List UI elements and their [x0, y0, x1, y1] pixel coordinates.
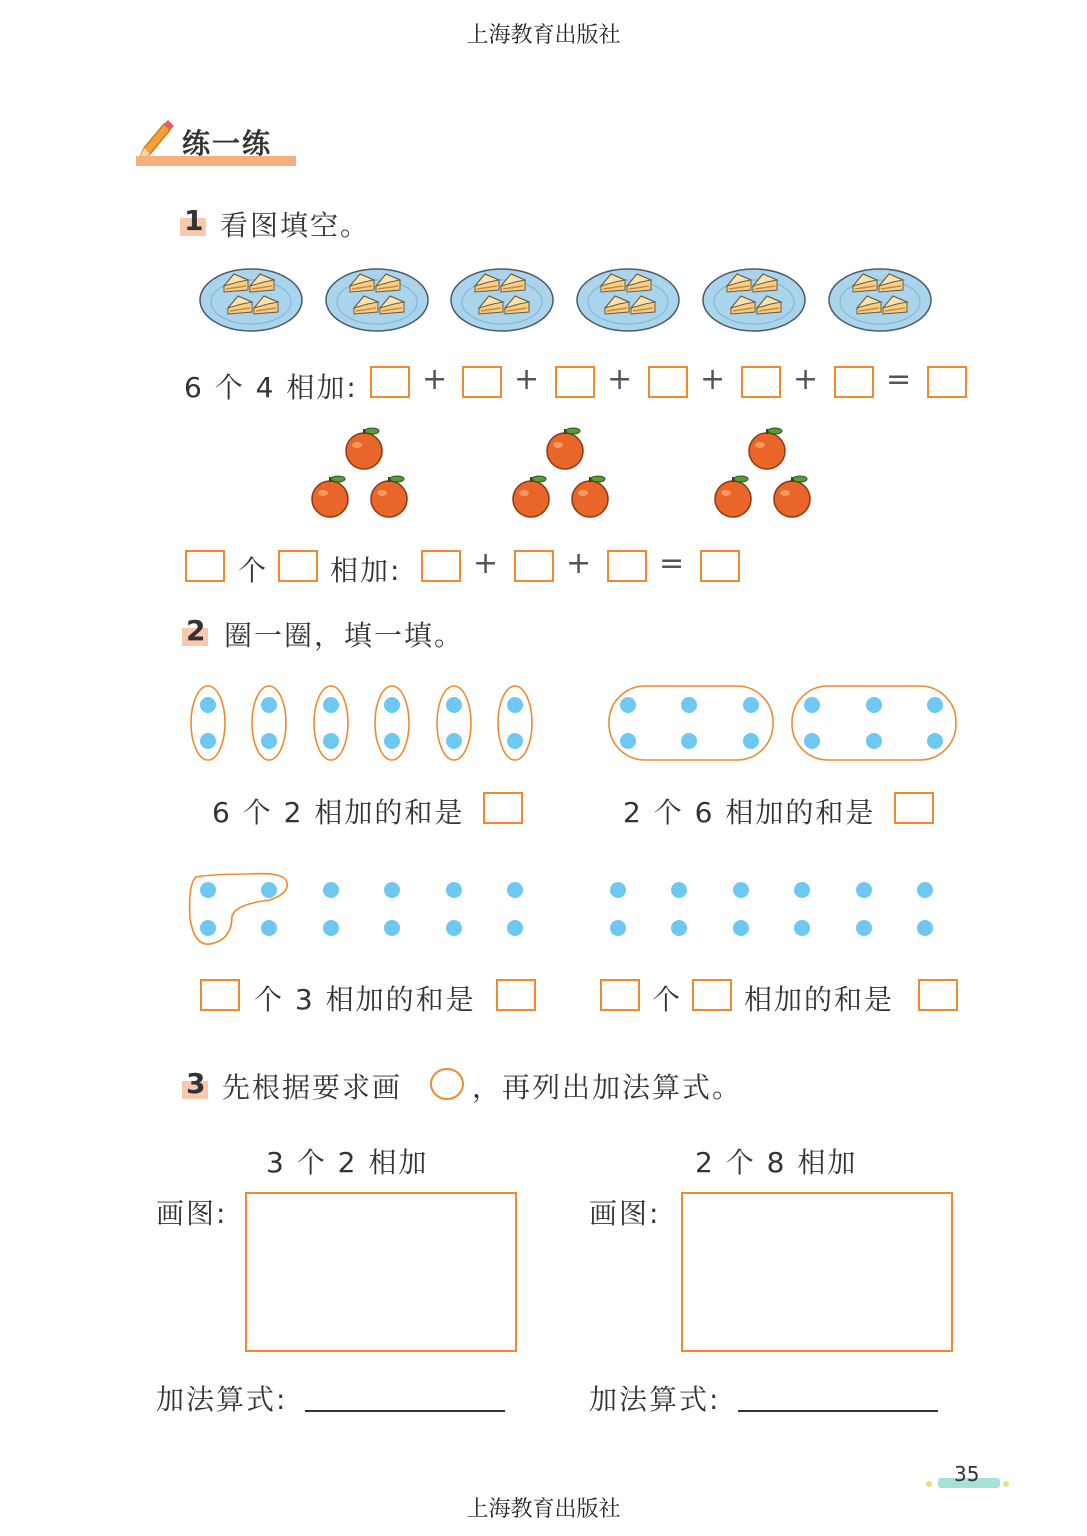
answer-box[interactable] — [600, 979, 640, 1011]
plus-sign: + — [793, 362, 819, 397]
publisher-footer: 上海教育出版社 — [466, 1497, 621, 1522]
q3-right-title: 2 个 8 相加 — [695, 1146, 858, 1179]
question-number-3: 3 — [186, 1067, 206, 1100]
orange-icon — [711, 473, 755, 519]
q2d-ge: 个 — [652, 983, 683, 1016]
answer-box[interactable] — [607, 550, 647, 582]
answer-box[interactable] — [421, 550, 461, 582]
orange-icon — [367, 473, 411, 519]
q3-left-formula-line[interactable] — [305, 1410, 505, 1412]
cake-plate-icon — [827, 262, 935, 334]
circle-icon — [428, 1066, 468, 1102]
q2d-text: 相加的和是 — [744, 983, 895, 1016]
orange-icon — [745, 425, 789, 471]
q3-right-formula-label: 加法算式: — [589, 1383, 721, 1416]
q1-line2-label: 相加: — [330, 554, 402, 587]
question-3-prompt-b: ，再列出加法算式。 — [472, 1071, 743, 1104]
answer-box[interactable] — [185, 550, 225, 582]
q3-left-draw-label: 画图: — [156, 1197, 228, 1230]
q2c-text: 个 3 相加的和是 — [254, 983, 476, 1016]
plus-sign: + — [566, 546, 592, 581]
answer-box[interactable] — [918, 979, 958, 1011]
q1-line1-label: 6 个 4 相加: — [184, 371, 358, 404]
answer-box[interactable] — [692, 979, 732, 1011]
orange-icon — [509, 473, 553, 519]
q3-left-title: 3 个 2 相加 — [266, 1146, 429, 1179]
equals-sign: = — [886, 362, 912, 397]
q1-line2-ge: 个 — [238, 554, 269, 587]
section-header — [130, 118, 300, 168]
answer-box[interactable] — [462, 366, 502, 398]
answer-box[interactable] — [555, 366, 595, 398]
answer-box[interactable] — [278, 550, 318, 582]
question-1-prompt: 看图填空。 — [220, 209, 371, 242]
equals-sign: = — [659, 546, 685, 581]
plus-sign: + — [473, 546, 499, 581]
publisher-header: 上海教育出版社 — [466, 23, 621, 48]
answer-box[interactable] — [741, 366, 781, 398]
question-3-prompt-a: 先根据要求画 — [222, 1071, 403, 1104]
plus-sign: + — [422, 362, 448, 397]
q3-right-formula-line[interactable] — [738, 1410, 938, 1412]
section-title: 练一练 — [182, 127, 273, 160]
q2b-text: 2 个 6 相加的和是 — [623, 796, 876, 829]
orange-icon — [770, 473, 814, 519]
answer-box[interactable] — [700, 550, 740, 582]
cake-plate-icon — [575, 262, 683, 334]
cake-plate-icon — [324, 262, 432, 334]
orange-icon — [342, 425, 386, 471]
question-number-2: 2 — [186, 614, 206, 647]
q2a-text: 6 个 2 相加的和是 — [212, 796, 465, 829]
page-number: 35 — [954, 1462, 980, 1486]
answer-box[interactable] — [514, 550, 554, 582]
q3-right-draw-label: 画图: — [589, 1197, 661, 1230]
hand-drawn-circles — [0, 670, 1087, 970]
plus-sign: + — [700, 362, 726, 397]
answer-box[interactable] — [834, 366, 874, 398]
orange-icon — [543, 425, 587, 471]
decor-dot — [926, 1481, 932, 1487]
decor-dot — [1003, 1481, 1009, 1487]
q3-right-drawing-area[interactable] — [681, 1192, 953, 1352]
cake-plate-icon — [701, 262, 809, 334]
answer-box[interactable] — [648, 366, 688, 398]
q3-left-drawing-area[interactable] — [245, 1192, 517, 1352]
cake-plate-icon — [449, 262, 557, 334]
cake-plate-icon — [198, 262, 306, 334]
answer-box[interactable] — [496, 979, 536, 1011]
q3-left-formula-label: 加法算式: — [156, 1383, 288, 1416]
answer-box[interactable] — [370, 366, 410, 398]
question-2-prompt: 圈一圈，填一填。 — [224, 619, 465, 652]
question-number-1: 1 — [184, 204, 204, 237]
plus-sign: + — [514, 362, 540, 397]
orange-icon — [568, 473, 612, 519]
orange-icon — [308, 473, 352, 519]
plus-sign: + — [607, 362, 633, 397]
answer-box[interactable] — [200, 979, 240, 1011]
answer-box[interactable] — [927, 366, 967, 398]
